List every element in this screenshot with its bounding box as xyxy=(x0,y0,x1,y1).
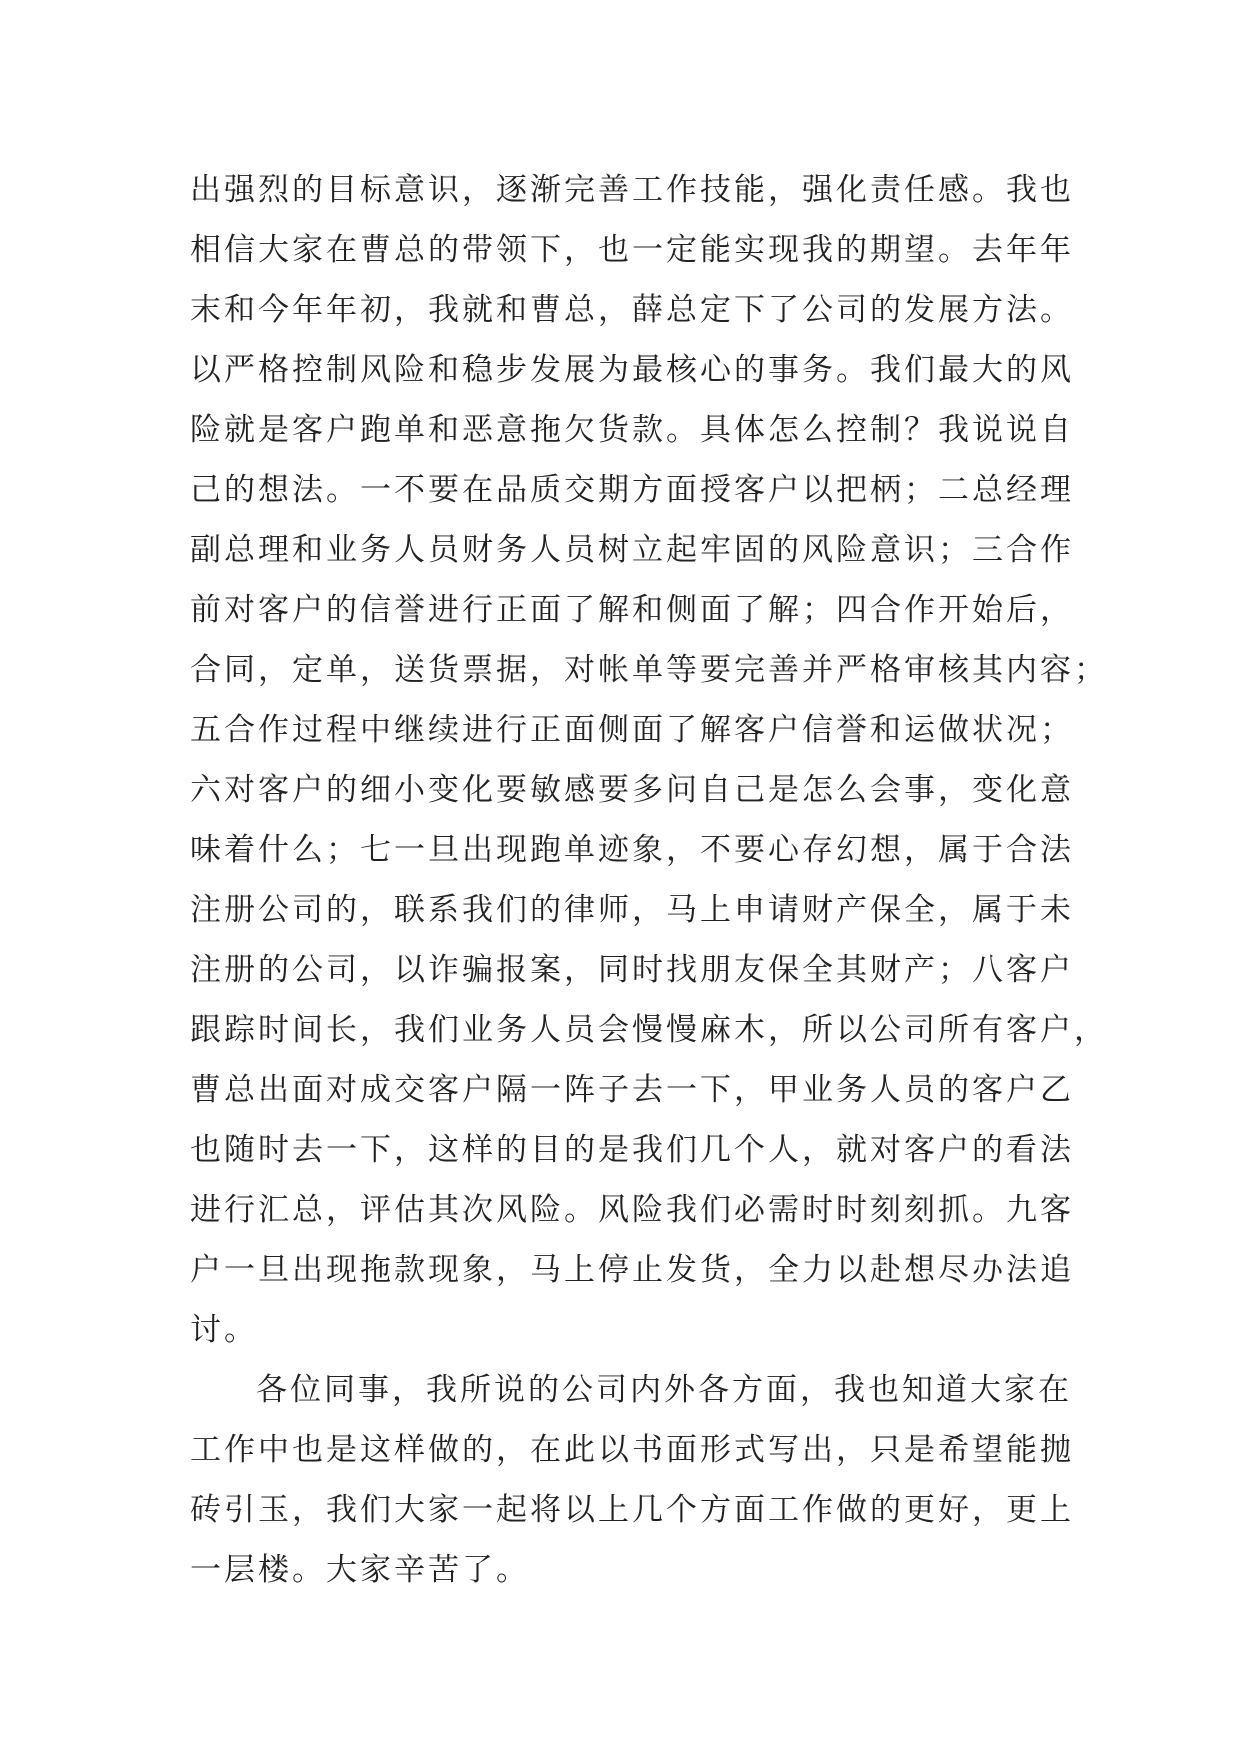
paragraph-2 xyxy=(190,1360,1074,1600)
text-line: 进行汇总，评估其次风险。风险我们必需时时刻刻抓。九客 xyxy=(190,1192,1074,1228)
text-line: 注册公司的，联系我们的律师，马上申请财产保全，属于未 xyxy=(190,892,1074,928)
text-line: 相信大家在曹总的带领下，也一定能实现我的期望。去年年 xyxy=(190,232,1074,268)
text-line: 注册的公司，以诈骗报案，同时找朋友保全其财产；八客户 xyxy=(190,952,1074,988)
body-text xyxy=(190,160,1108,1600)
text-line: 末和今年年初，我就和曹总，薛总定下了公司的发展方法。 xyxy=(190,292,1074,328)
text-line: 己的想法。一不要在品质交期方面授客户以把柄；二总经理 xyxy=(190,472,1074,508)
text-line: 一层楼。大家辛苦了。 xyxy=(190,1552,530,1588)
text-line: 各位同事，我所说的公司内外各方面，我也知道大家在 xyxy=(256,1372,1072,1408)
text-line: 曹总出面对成交客户隔一阵子去一下，甲业务人员的客户乙 xyxy=(190,1072,1074,1108)
text-line: 工作中也是这样做的，在此以书面形式写出，只是希望能抛 xyxy=(190,1432,1074,1468)
text-line: 户一旦出现拖款现象，马上停止发货，全力以赴想尽办法追 xyxy=(190,1252,1074,1288)
text-line: 出强烈的目标意识，逐渐完善工作技能，强化责任感。我也 xyxy=(190,172,1074,208)
text-line: 险就是客户跑单和恶意拖欠货款。具体怎么控制？我说说自 xyxy=(190,412,1074,448)
text-line: 副总理和业务人员财务人员树立起牢固的风险意识；三合作 xyxy=(190,532,1074,568)
text-line: 讨。 xyxy=(190,1312,258,1348)
paragraph-1 xyxy=(190,160,1108,1360)
text-line: 五合作过程中继续进行正面侧面了解客户信誉和运做状况； xyxy=(190,712,1074,748)
text-line: 合同，定单，送货票据，对帐单等要完善并严格审核其内容； xyxy=(190,652,1108,688)
text-line: 也随时去一下，这样的目的是我们几个人，就对客户的看法 xyxy=(190,1132,1074,1168)
text-line: 跟踪时间长，我们业务人员会慢慢麻木，所以公司所有客户， xyxy=(190,1012,1108,1048)
text-line: 六对客户的细小变化要敏感要多问自己是怎么会事，变化意 xyxy=(190,772,1074,808)
text-line: 前对客户的信誉进行正面了解和侧面了解；四合作开始后， xyxy=(190,592,1074,628)
text-line: 味着什么；七一旦出现跑单迹象，不要心存幻想，属于合法 xyxy=(190,832,1074,868)
text-line: 砖引玉，我们大家一起将以上几个方面工作做的更好，更上 xyxy=(190,1492,1074,1528)
text-line: 以严格控制风险和稳步发展为最核心的事务。我们最大的风 xyxy=(190,352,1074,388)
